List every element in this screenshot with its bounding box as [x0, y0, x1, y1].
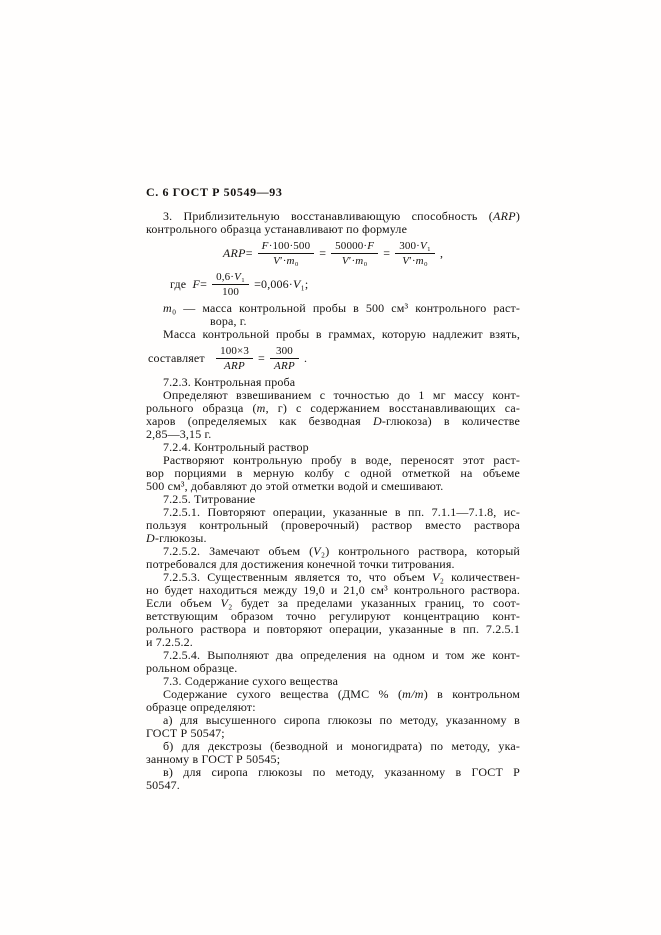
- paragraph-7-2-4: вор порциями в мерную колбу с одной отметкой на объеме: [146, 466, 520, 480]
- formula-text: =0,006·V₁;: [254, 277, 309, 291]
- page-header: С. 6 ГОСТ Р 50549—93: [146, 185, 283, 199]
- definition-m0: вора, г.: [210, 314, 247, 328]
- paragraph-7-2-4: 500 см³, добавляют до этой отметки водой и смешивают.: [146, 479, 444, 493]
- formula-mass: [146, 345, 520, 372]
- paragraph-7-2-5-3: и 7.2.5.2.: [146, 635, 193, 649]
- paragraph-7-2-5-2: потребовался для достижения конечной точки титрования.: [146, 557, 455, 571]
- paragraph-7-2-5-1: D-глюкозы.: [146, 531, 207, 545]
- paragraph-7-2-5-4: рольном образце.: [146, 661, 238, 675]
- paragraph-7-2-5-2: 7.2.5.2. Замечают объем (V₂) контрольного раствора, который: [163, 544, 520, 558]
- paragraph-7-3-b: б) для декстрозы (безводной и моногидрата) по методу, ука-: [163, 739, 520, 753]
- document-body: [146, 210, 520, 792]
- paragraph-7-3-v: в) для сиропа глюкозы по методу, указанному в ГОСТ Р: [163, 765, 520, 779]
- formula-text: ARP=: [222, 246, 253, 260]
- paragraph-7-2-4: Растворяют контрольную пробу в воде, переносят этот раст-: [163, 453, 520, 467]
- paragraph-7-3-a: ГОСТ Р 50547;: [146, 726, 225, 740]
- heading-7-2-3: 7.2.3. Контрольная проба: [163, 375, 296, 389]
- formula-text: .: [304, 351, 308, 365]
- formula-text: =: [319, 246, 327, 260]
- paragraph-7-2-5-3: ветствующим образом точно регулируют концентрацию конт-: [146, 609, 520, 623]
- formula-text: =: [258, 351, 265, 365]
- paragraph-mass: Масса контрольной пробы в граммах, которую надлежит взять,: [163, 327, 520, 341]
- heading-7-3: 7.3. Содержание сухого вещества: [163, 674, 339, 688]
- paragraph-7-2-5-4: 7.2.5.4. Выполняют два определения на одном и том же конт-: [163, 648, 520, 662]
- paragraph-7-3-intro: образце определяют:: [146, 700, 256, 714]
- heading-7-2-4: 7.2.4. Контрольный раствор: [163, 440, 309, 454]
- fraction: $\frac{50000\cdot F}{\text{V′·m₀}}$: [331, 240, 378, 267]
- formula-arp: [146, 240, 520, 267]
- fraction: $\frac{300}{\text{ARP}}$: [270, 345, 299, 372]
- paragraph-7-2-3: Определяют взвешиванием с точностью до 1 мг массу конт-: [163, 388, 520, 402]
- paragraph-7-2-3: рольного образца (m, г) с содержанием восстанавливающих са-: [146, 401, 520, 415]
- paragraph-7-2-5-3: но будет находиться между 19,0 и 21,0 см³ контрольного раствора.: [146, 583, 520, 597]
- fraction: $\frac{F\cdot 100\cdot 500}{\text{V′·m₀}}$: [258, 240, 315, 267]
- fraction: $\frac{100\times 3}{\text{ARP}}$: [216, 345, 253, 372]
- paragraph-7-2-3: харов (определяемых как безводная D-глюкоза) в количестве: [146, 414, 520, 428]
- paragraph-3-intro: 3. Приблизительную восстанавливающую способность (ARP): [163, 209, 520, 223]
- formula-text: составляет: [148, 351, 212, 365]
- fraction: $\frac{\text{300·V₁}}{\text{V′·m₀}}$: [395, 240, 435, 267]
- text-column: [146, 186, 520, 792]
- formula-f-definition: [168, 271, 520, 298]
- formula-text: ,: [439, 246, 444, 260]
- heading-7-2-5: 7.2.5. Титрование: [163, 492, 256, 506]
- fraction: $\frac{\text{0,6·V₁}}{100}$: [212, 271, 249, 298]
- paragraph-7-3-a: а) для высушенного сиропа глюкозы по методу, указанному в: [163, 713, 520, 727]
- definition-m0: m₀ — масса контрольной пробы в 500 см³ контрольного раст-: [163, 301, 520, 315]
- formula-text: =: [383, 246, 391, 260]
- paragraph-7-2-5-3: Если объем V₂ будет за пределами указанных границ, то соот-: [146, 596, 520, 610]
- paragraph-7-2-5-3: 7.2.5.3. Существенным является то, что объем V₂ количествен-: [163, 570, 520, 584]
- paragraph-7-2-5-3: рольного раствора и повторяют операции, указанные в пп. 7.2.5.1: [146, 622, 520, 636]
- paragraph-7-2-5-1: пользуя контрольный (проверочный) раствор вместо раствора: [146, 518, 520, 532]
- paragraph-3-intro: контрольного образца устанавливают по формуле: [146, 222, 408, 236]
- paragraph-7-3-b: занному в ГОСТ Р 50545;: [146, 752, 281, 766]
- formula-text: где F=: [170, 277, 208, 291]
- paragraph-7-2-5-1: 7.2.5.1. Повторяют операции, указанные в пп. 7.1.1—7.1.8, ис-: [163, 505, 520, 519]
- paragraph-7-2-3: 2,85—3,15 г.: [146, 427, 212, 441]
- paragraph-7-3-intro: Содержание сухого вещества (ДМС % (m/m) в контрольном: [163, 687, 520, 701]
- paragraph-7-3-v: 50547.: [146, 778, 180, 792]
